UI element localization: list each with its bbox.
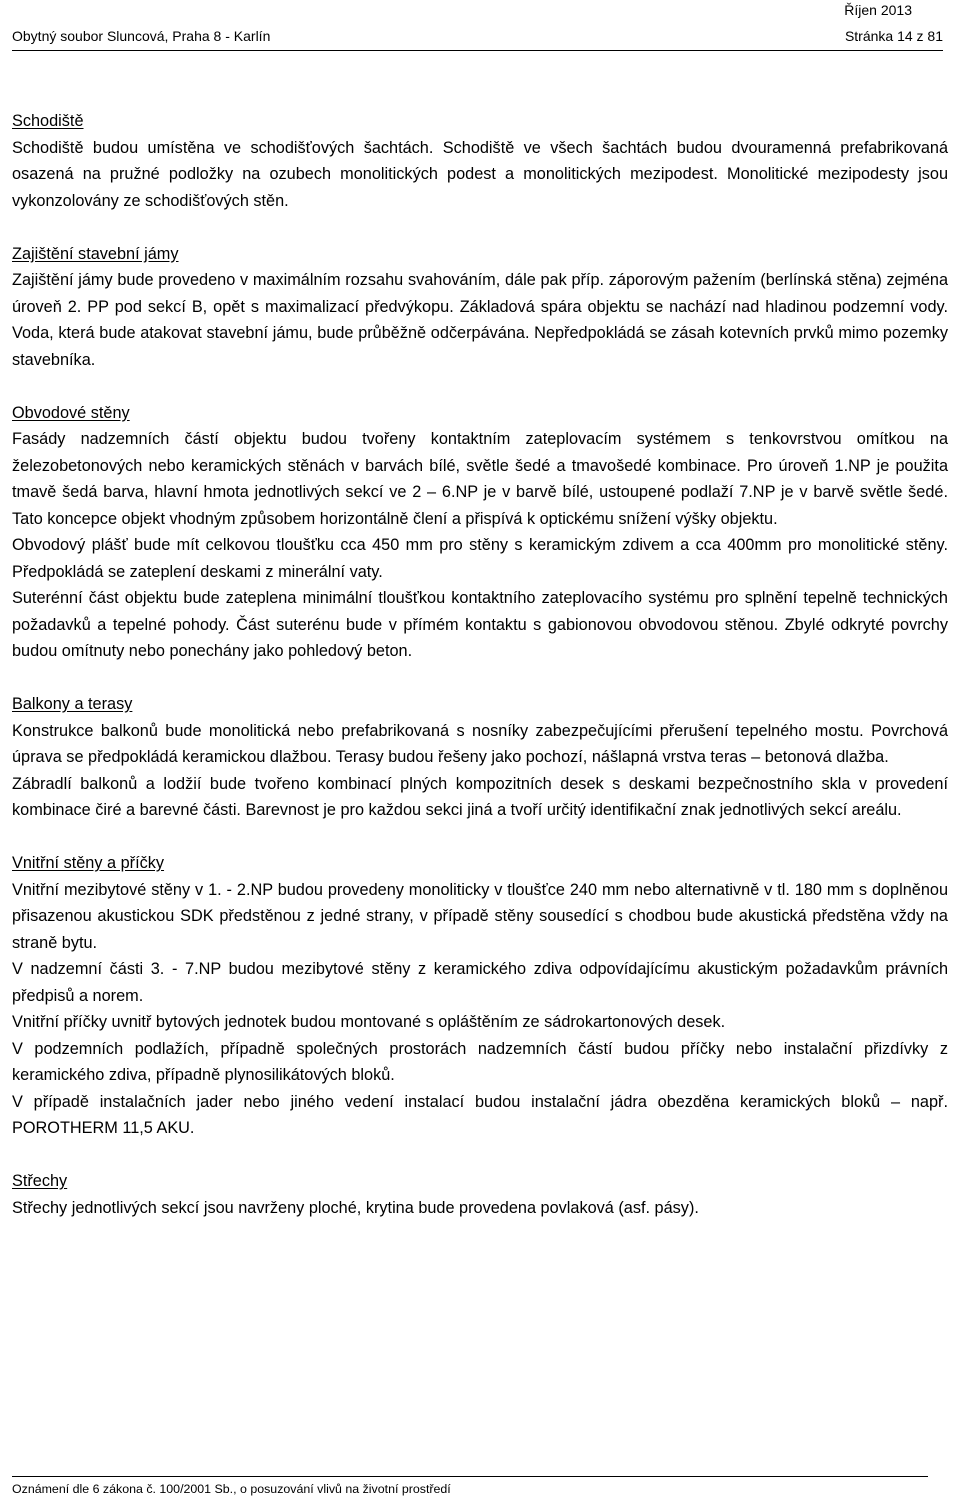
footer-note: Oznámení dle 6 zákona č. 100/2001 Sb., o posuzování vlivů na životní prostředí bbox=[12, 1482, 451, 1496]
paragraph: Obvodový plášť bude mít celkovou tloušťku cca 450 mm pro stěny s keramickým zdivem a cca 400mm pro monolitické stěny. Předpokládá se zateplení deskami z minerální vaty. bbox=[12, 536, 948, 581]
paragraph: Schodiště budou umístěna ve schodišťových šachtách. Schodiště ve všech šachtách budou dvouramenná prefabrikovaná osazená na pružné podložky na ozubech monolitických podest a monolitických mezipodest. Monolitické mezipodesty jsou vykonzolovány ze schodišťových stěn. bbox=[12, 138, 948, 210]
page-header bbox=[12, 27, 943, 45]
project-title: Obytný soubor Sluncová, Praha 8 - Karlín bbox=[12, 28, 271, 44]
header-date: Říjen 2013 bbox=[844, 2, 912, 18]
section-heading: Balkony a terasy bbox=[12, 695, 133, 713]
section-exterior-walls bbox=[12, 400, 948, 665]
section-interior-walls bbox=[12, 850, 948, 1142]
paragraph: Vnitřní mezibytové stěny v 1. - 2.NP budou provedeny monoliticky v tloušťce 240 mm nebo alternativně v tl. 180 mm s doplněnou přisazenou akustickou SDK předstěnou z jedné strany, v případě stěny sousedící s chodbou bude akustická předstěna vždy na straně bytu. bbox=[12, 880, 948, 952]
section-balconies bbox=[12, 691, 948, 824]
paragraph: Vnitřní příčky uvnitř bytových jednotek budou montované s opláštěním ze sádrokartonových desek. bbox=[12, 1013, 726, 1031]
section-staircase bbox=[12, 108, 948, 214]
paragraph: V podzemních podlažích, případně společných prostorách nadzemních částí budou příčky nebo instalační přizdívky z keramického zdiva, případně plynosilikátových bloků. bbox=[12, 1039, 948, 1084]
section-heading: Schodiště bbox=[12, 112, 84, 130]
section-heading: Vnitřní stěny a příčky bbox=[12, 854, 165, 872]
section-heading: Zajištění stavební jámy bbox=[12, 244, 179, 263]
paragraph: Zajištění jámy bude provedeno v maximálním rozsahu svahováním, dále pak příp. záporovým pažením (berlínská stěna) zejména úroveň 2. PP pod sekcí B, opět s maximalizací předvýkopu. Základová spára objektu se nachází nad hladinou podzemní vody. Voda, která bude atakovat stavební jámu, bude průběžně odčerpávána. Nepředpokládá se zásah kotevních prvků mimo pozemky stavebníka. bbox=[12, 271, 948, 369]
footer-divider bbox=[12, 1476, 928, 1477]
paragraph: Konstrukce balkonů bude monolitická nebo prefabrikovaná s nosníky zabezpečujícími přerušení tepelného mostu. Povrchová úprava se předpokládá keramickou dlažbou. Terasy budou řešeny jako pochozí, nášlapná vrstva teras – betonová dlažba. bbox=[12, 721, 948, 766]
paragraph: V případě instalačních jader nebo jiného vedení instalací budou instalační jádra obezděna keramických bloků – např. POROTHERM 11,5 AKU. bbox=[12, 1092, 948, 1137]
section-excavation bbox=[12, 241, 948, 374]
paragraph: Fasády nadzemních částí objektu budou tvořeny kontaktním zateplovacím systémem s tenkovrstvou omítkou na železobetonových nebo keramických stěnách v barvách bílé, světle šedé a tmavošedé kombinace. Pro úroveň 1.NP je použita tmavě šedá barva, hlavní hmota jednotlivých sekcí ve 2 – 6.NP je v barvě bílé, ustoupené podlaží 7.NP je v barvě světle šedé. Tato koncepce objekt vhodným způsobem horizontálně člení a přispívá k optickému snížení výšky objektu. bbox=[12, 430, 948, 528]
document-body bbox=[12, 108, 948, 1248]
paragraph: Suterénní část objektu bude zateplena minimální tloušťkou kontaktního zateplovacího systému pro splnění tepelně technických požadavků a tepelné pohody. Část suterénu bude v přímém kontaktu s gabionovou obvodovou stěnou. Zbylé odkryté povrchy budou omítnuty nebo ponechány jako pohledový beton. bbox=[12, 589, 948, 660]
paragraph: V nadzemní části 3. - 7.NP budou mezibytové stěny z keramického zdiva odpovídajícímu akustickým požadavkům právních předpisů a norem. bbox=[12, 960, 948, 1005]
section-heading: Střechy bbox=[12, 1172, 68, 1190]
page-number: Stránka 14 z 81 bbox=[844, 28, 943, 44]
section-roofs bbox=[12, 1168, 948, 1221]
header-divider bbox=[12, 50, 943, 51]
paragraph: Střechy jednotlivých sekcí jsou navrženy ploché, krytina bude provedena povlaková (asf. pásy). bbox=[12, 1198, 699, 1217]
section-heading: Obvodové stěny bbox=[12, 403, 130, 422]
paragraph: Zábradlí balkonů a lodžií bude tvořeno kombinací plných kompozitních desek s deskami bezpečnostního skla v provedení kombinace čiré a barevné části. Barevnost je pro každou sekci jiná a tvoří určitý identifikační znak jednotlivých sekcí areálu. bbox=[12, 774, 948, 819]
